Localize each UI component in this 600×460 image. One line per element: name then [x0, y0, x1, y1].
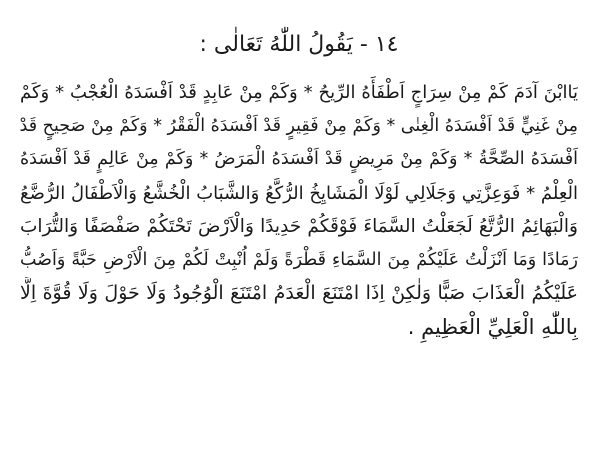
hadith-heading: ١٤ - يَقُولُ اللّٰهُ تَعَالٰى : [199, 32, 399, 57]
text-line-3: اَفْسَدَهُ الصِّحَّةُ * وَكَمْ مِنْ مَرِيضٍ قَدْ اَفْسَدَهُ الْمَرَضُ * وَكَمْ مِنْ عَالِمٍ قَدْ اَفْسَدَهُ [20, 149, 578, 169]
text-line-7: عَلَيْكُمُ الْعَذَابَ صَبًّا وَلٰكِنْ اِذَا امْتَنَعَ الْعَدَمُ امْتَنَعَ الْوُجُودُ وَلَا حَوْلَ وَلَا قُوَّةَ اِلَّا [20, 282, 578, 304]
text-line-6: رَمَادًا وَمَا اَنْزَلْتُ عَلَيْكُمْ مِنَ السَّمَاءِ قَطْرَةً وَلَمْ اُنْبِتْ لَكُمْ مِنَ الْاَرْضِ حَبَّةً وَاَصُبُّ [20, 249, 578, 270]
text-line-1: يَاابْنَ آدَمَ كَمْ مِنْ سِرَاجٍ اَطْفَأَهُ الرِّيحُ * وَكَمْ مِنْ عَابِدٍ قَدْ اَفْسَدَهُ الْعُجْبُ * وَكَمْ [20, 82, 578, 103]
text-line-2: مِنْ غَنِيٍّ قَدْ اَفْسَدَهُ الْغِنٰى * وَكَمْ مِنْ فَقِيرٍ قَدْ اَفْسَدَهُ الْفَقْرُ * وَكَمْ مِنْ صَحِيحٍ قَدْ [20, 115, 578, 136]
hadith-text [20, 76, 578, 344]
text-line-4: الْعِلْمُ * فَوَعِزَّتِي وَجَلَالِي لَوْلَا الْمَشَايِخُ الرُّكَّعُ وَالشَّبَابُ الْخُشَّعُ وَالْاَطْفَالُ الرُّضَّعُ [20, 182, 578, 204]
text-line-8: بِاللّٰهِ الْعَلِيِّ الْعَظِيمِ . [407, 314, 578, 339]
text-line-5: وَالْبَهَائِمُ الرُّتَّعُ لَجَعَلْتُ السَّمَاءَ فَوْقَكُمْ حَدِيدًا وَالْاَرْضَ تَحْتَكُمْ صَفْصَفًا وَالتُّرَابَ [20, 216, 578, 237]
